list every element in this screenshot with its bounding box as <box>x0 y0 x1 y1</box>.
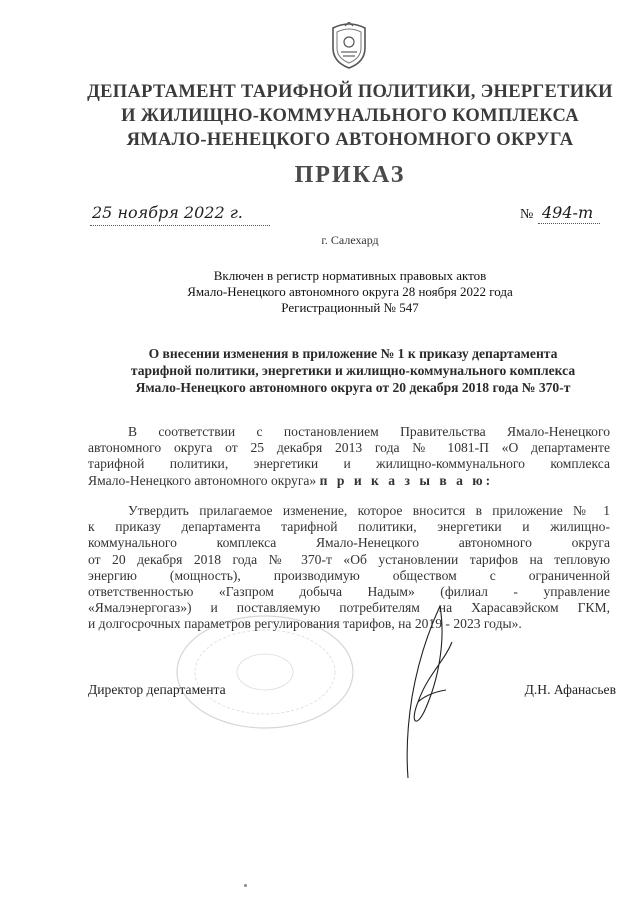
preamble-paragraph <box>88 424 610 489</box>
registration-line-2: Ямало-Ненецкого автономного округа 28 ноября 2022 года <box>187 284 513 299</box>
order-line-3: коммунального комплекса Ямало-Ненецкого автономного округа <box>88 535 610 551</box>
order-line-8: и долгосрочных параметров регулирования тарифов, на 2019 - 2023 годы». <box>88 616 522 632</box>
department-line-3: ЯМАЛО-НЕНЕЦКОГО АВТОНОМНОГО ОКРУГА <box>126 130 574 150</box>
order-title: ПРИКАЗ <box>294 162 406 188</box>
registration-note <box>0 268 640 316</box>
subject-line-1: О внесении изменения в приложение № 1 к приказу департамента <box>148 346 558 361</box>
subject-line-3: Ямало-Ненецкого автономного округа от 20 декабря 2018 года № 370-т <box>135 380 571 395</box>
department-line-2: И ЖИЛИЩНО-КОММУНАЛЬНОГО КОМПЛЕКСА <box>121 106 579 126</box>
preamble-line-1: В соответствии с постановлением Правительства Ямало-Ненецкого <box>128 424 610 439</box>
preamble-line-4 <box>88 473 610 489</box>
order-number: 494-т <box>538 203 600 224</box>
order-number-label: № <box>520 207 534 222</box>
scan-dot <box>244 884 247 887</box>
order-number-field <box>520 205 598 225</box>
order-line-6: ответственностью «Газпром добыча Надым» (филиал - управление <box>88 584 610 600</box>
order-line-2: к приказу департамента тарифной политики, энергетики и жилищно- <box>88 519 610 535</box>
department-line-1: ДЕПАРТАМЕНТ ТАРИФНОЙ ПОЛИТИКИ, ЭНЕРГЕТИКИ <box>87 82 613 102</box>
department-name <box>60 80 640 152</box>
preamble-line-4-text: Ямало-Ненецкого автономного округа» <box>88 472 317 488</box>
order-date: 25 ноября 2022 г. <box>92 203 243 222</box>
preamble-line-3: тарифной политики, энергетики и жилищно-коммунального комплекса <box>88 456 610 472</box>
signatory-position: Директор департамента <box>88 682 226 697</box>
order-date-field <box>90 205 270 226</box>
preamble-line-2: автономного округа от 25 декабря 2013 года № 1081-П «О департаменте <box>88 440 610 456</box>
registration-line-3: Регистрационный № 547 <box>281 300 419 315</box>
order-line-5: энергию (мощность), производимую обществом с ограниченной <box>88 567 610 583</box>
order-line-7: «Ямалэнергогаз») и поставляемую потребителям на Харасавэйском ГКМ, <box>88 600 610 616</box>
subject-line-2: тарифной политики, энергетики и жилищно-коммунального комплекса <box>130 363 576 378</box>
city: г. Салехард <box>321 233 379 247</box>
signatory-name: Д.Н. Афанасьев <box>524 682 616 697</box>
registration-line-1: Включен в регистр нормативных правовых актов <box>213 268 487 283</box>
coat-of-arms-icon <box>327 22 371 70</box>
handwritten-signature-icon <box>388 602 468 782</box>
order-directive: п р и к а з ы в а ю: <box>319 472 494 488</box>
order-line-4: от 20 декабря 2018 года № 370-т «Об установлении тарифов на тепловую <box>88 551 610 567</box>
order-subject <box>92 345 614 396</box>
official-stamp-icon <box>170 612 360 732</box>
order-line-1: Утвердить прилагаемое изменение, которое вносится в приложение № 1 <box>128 503 610 518</box>
